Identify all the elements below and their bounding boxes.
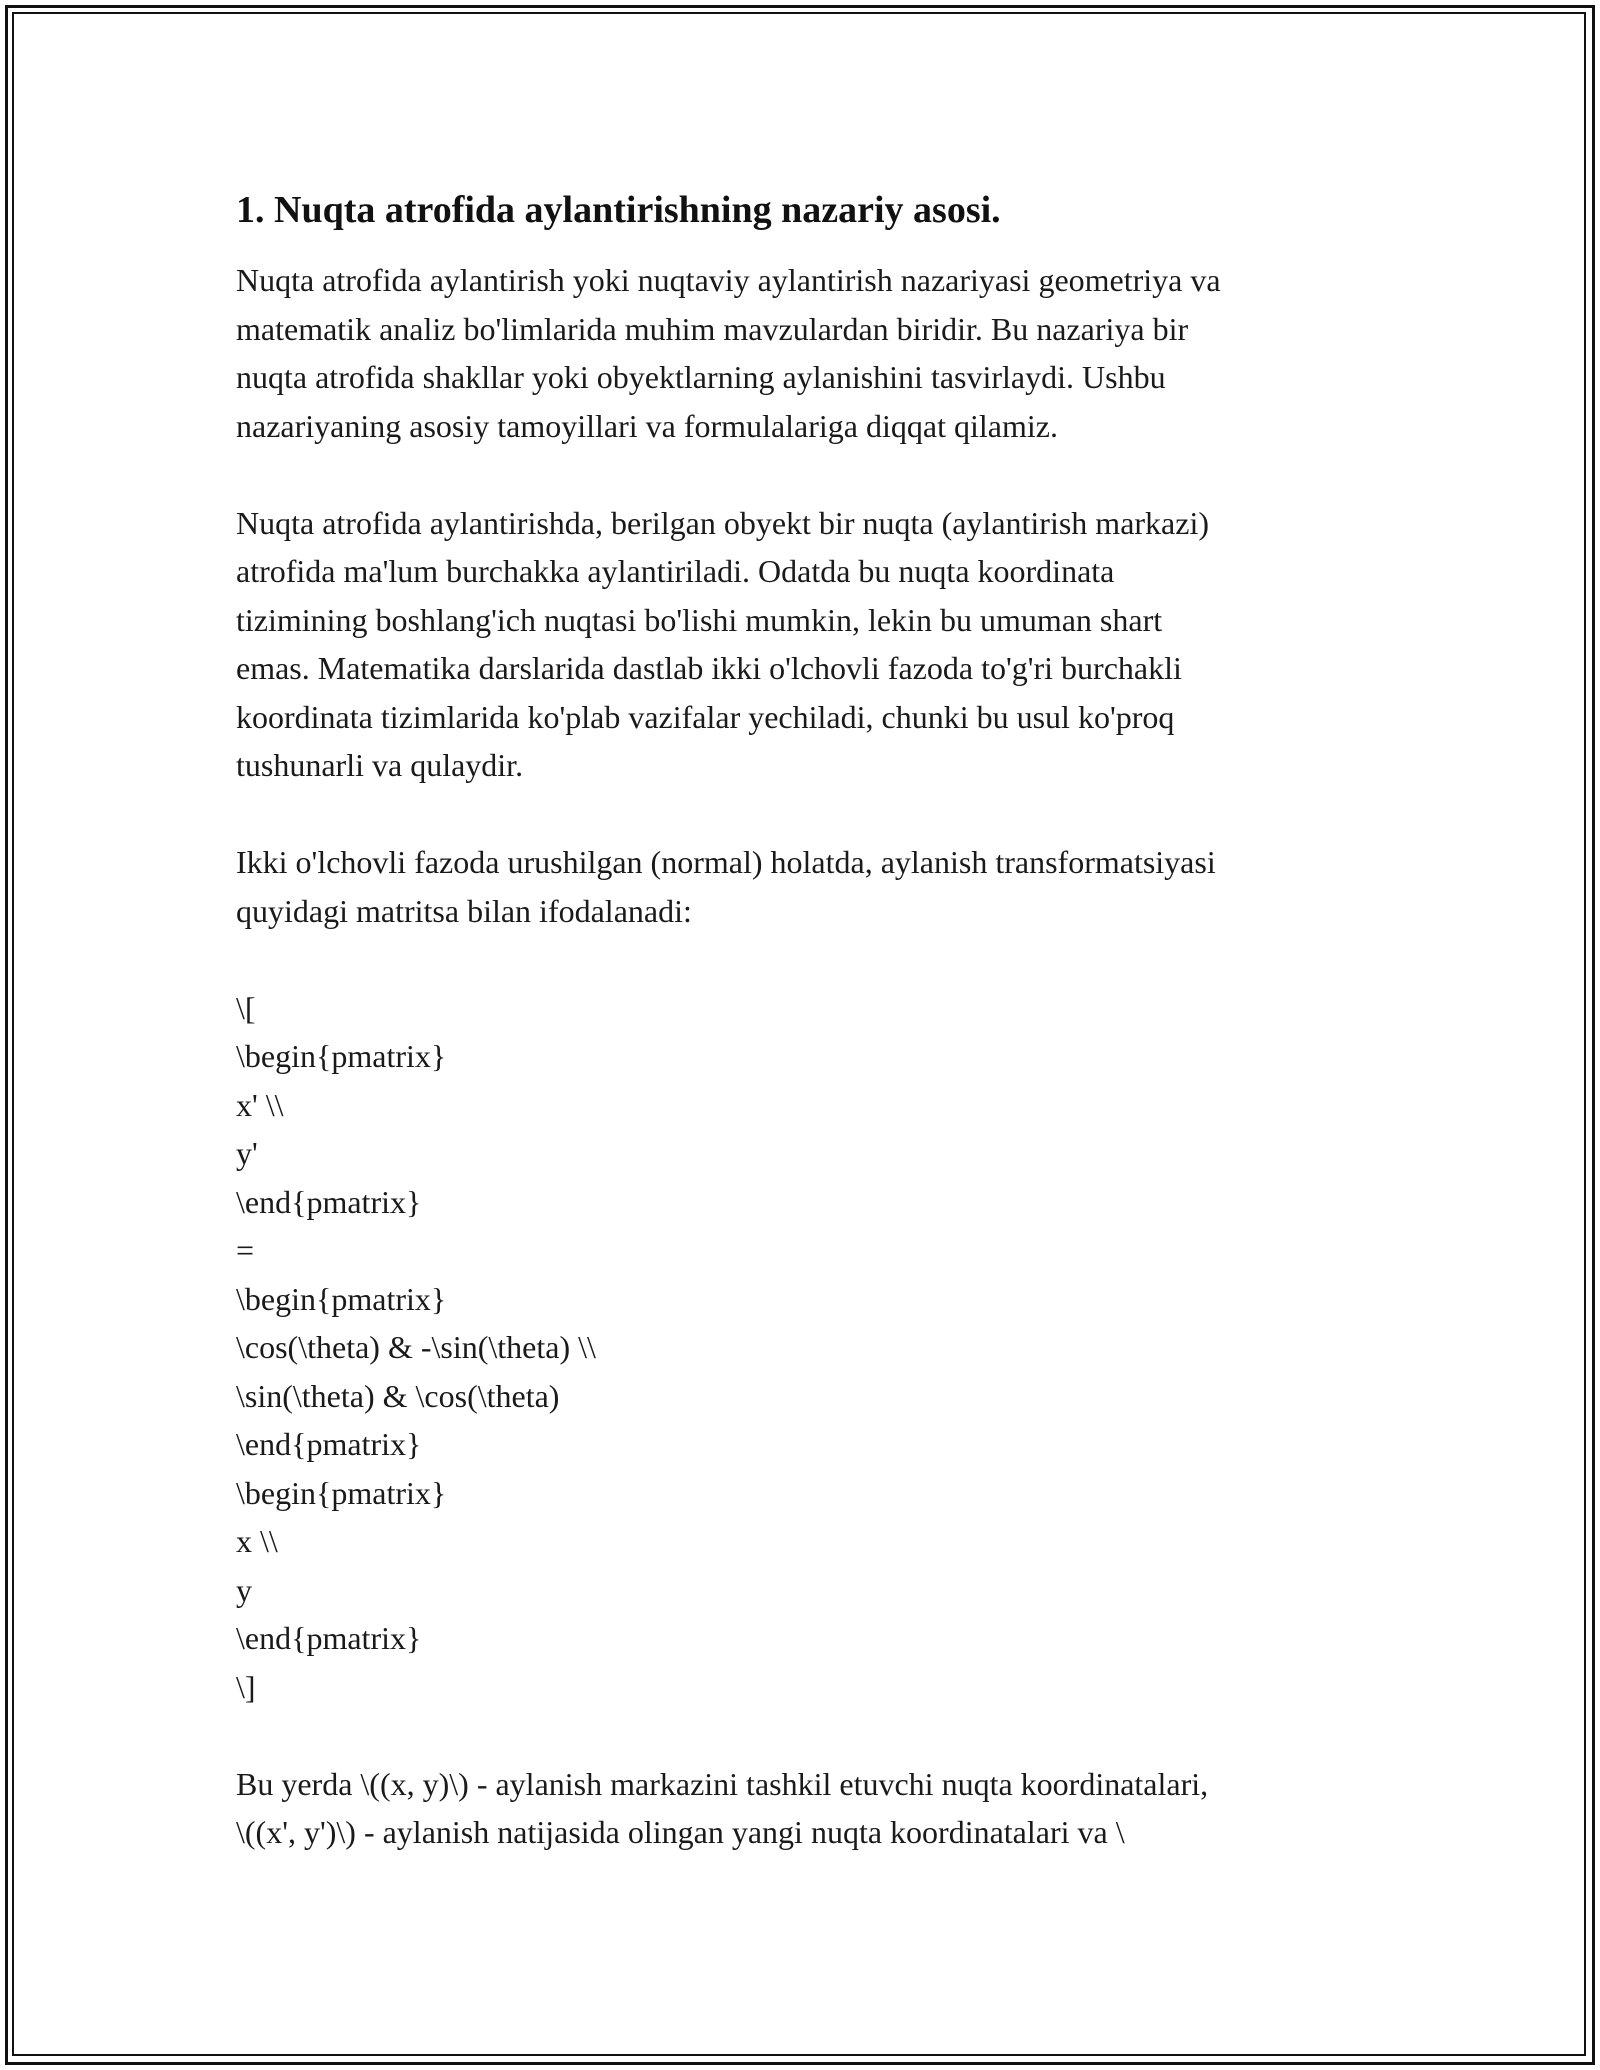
- text-line: Nuqta atrofida aylantirish yoki nuqtaviy aylantirish nazariyasi geometriya va: [236, 262, 1221, 298]
- formula-line: \cos(\theta) & -\sin(\theta) \\: [236, 1329, 596, 1365]
- text-line: tizimining boshlang'ich nuqtasi bo'lishi mumkin, lekin bu umuman shart: [236, 601, 1163, 638]
- rotation-matrix-formula: [236, 984, 1376, 1712]
- text-line: emas. Matematika darslarida dastlab ikki o'lchovli fazoda to'g'ri burchakli: [236, 650, 1182, 686]
- paragraph-intro: [236, 256, 1376, 450]
- text-line: Nuqta atrofida aylantirishda, berilgan obyekt bir nuqta (aylantirish markazi): [236, 504, 1209, 541]
- formula-line: =: [236, 1232, 255, 1268]
- formula-line: \end{pmatrix}: [236, 1183, 422, 1220]
- formula-line: \]: [236, 1668, 256, 1705]
- formula-line: y': [236, 1135, 258, 1171]
- text-line: koordinata tizimlarida ko'plab vazifalar yechiladi, chunki bu usul ko'proq: [236, 698, 1175, 735]
- formula-line: \begin{pmatrix}: [236, 1474, 447, 1511]
- text-line: quyidagi matritsa bilan ifodalanadi:: [236, 892, 692, 929]
- formula-line: \begin{pmatrix}: [236, 1038, 447, 1074]
- text-line: Bu yerda \((x, y)\) - aylanish markazini tashkil etuvchi nuqta koordinatalari,: [236, 1765, 1209, 1802]
- formula-line: \[: [236, 989, 256, 1026]
- formula-line: x \\: [236, 1523, 278, 1559]
- text-line: matematik analiz bo'limlarida muhim mavzulardan biridir. Bu nazariya bir: [236, 310, 1189, 347]
- text-line: nazariyaning asosiy tamoyillari va formulalariga diqqat qilamiz.: [236, 407, 1058, 444]
- formula-line: y: [236, 1571, 252, 1608]
- formula-line: \end{pmatrix}: [236, 1426, 422, 1462]
- text-line: tushunarli va qulaydir.: [236, 747, 524, 783]
- formula-line: x' \\: [236, 1086, 284, 1123]
- text-line: \((x', y')\) - aylanish natijasida olingan yangi nuqta koordinatalari va \: [236, 1814, 1125, 1850]
- paragraph-matrix-intro: [236, 838, 1376, 935]
- formula-line: \begin{pmatrix}: [236, 1280, 447, 1317]
- formula-line: \sin(\theta) & \cos(\theta): [236, 1377, 560, 1414]
- paragraph-rotation-description: [236, 499, 1376, 790]
- formula-line: \end{pmatrix}: [236, 1620, 422, 1656]
- text-line: nuqta atrofida shakllar yoki obyektlarning aylanishini tasvirlaydi. Ushbu: [236, 359, 1166, 395]
- paragraph-closing: [236, 1760, 1376, 1857]
- section-heading: 1. Nuqta atrofida aylantirishning nazariy asosi.: [236, 189, 1001, 231]
- text-line: atrofida ma'lum burchakka aylantiriladi. Odatda bu nuqta koordinata: [236, 553, 1115, 589]
- document-body: [236, 186, 1376, 1857]
- text-line: Ikki o'lchovli fazoda urushilgan (normal) holatda, aylanish transformatsiyasi: [236, 844, 1216, 880]
